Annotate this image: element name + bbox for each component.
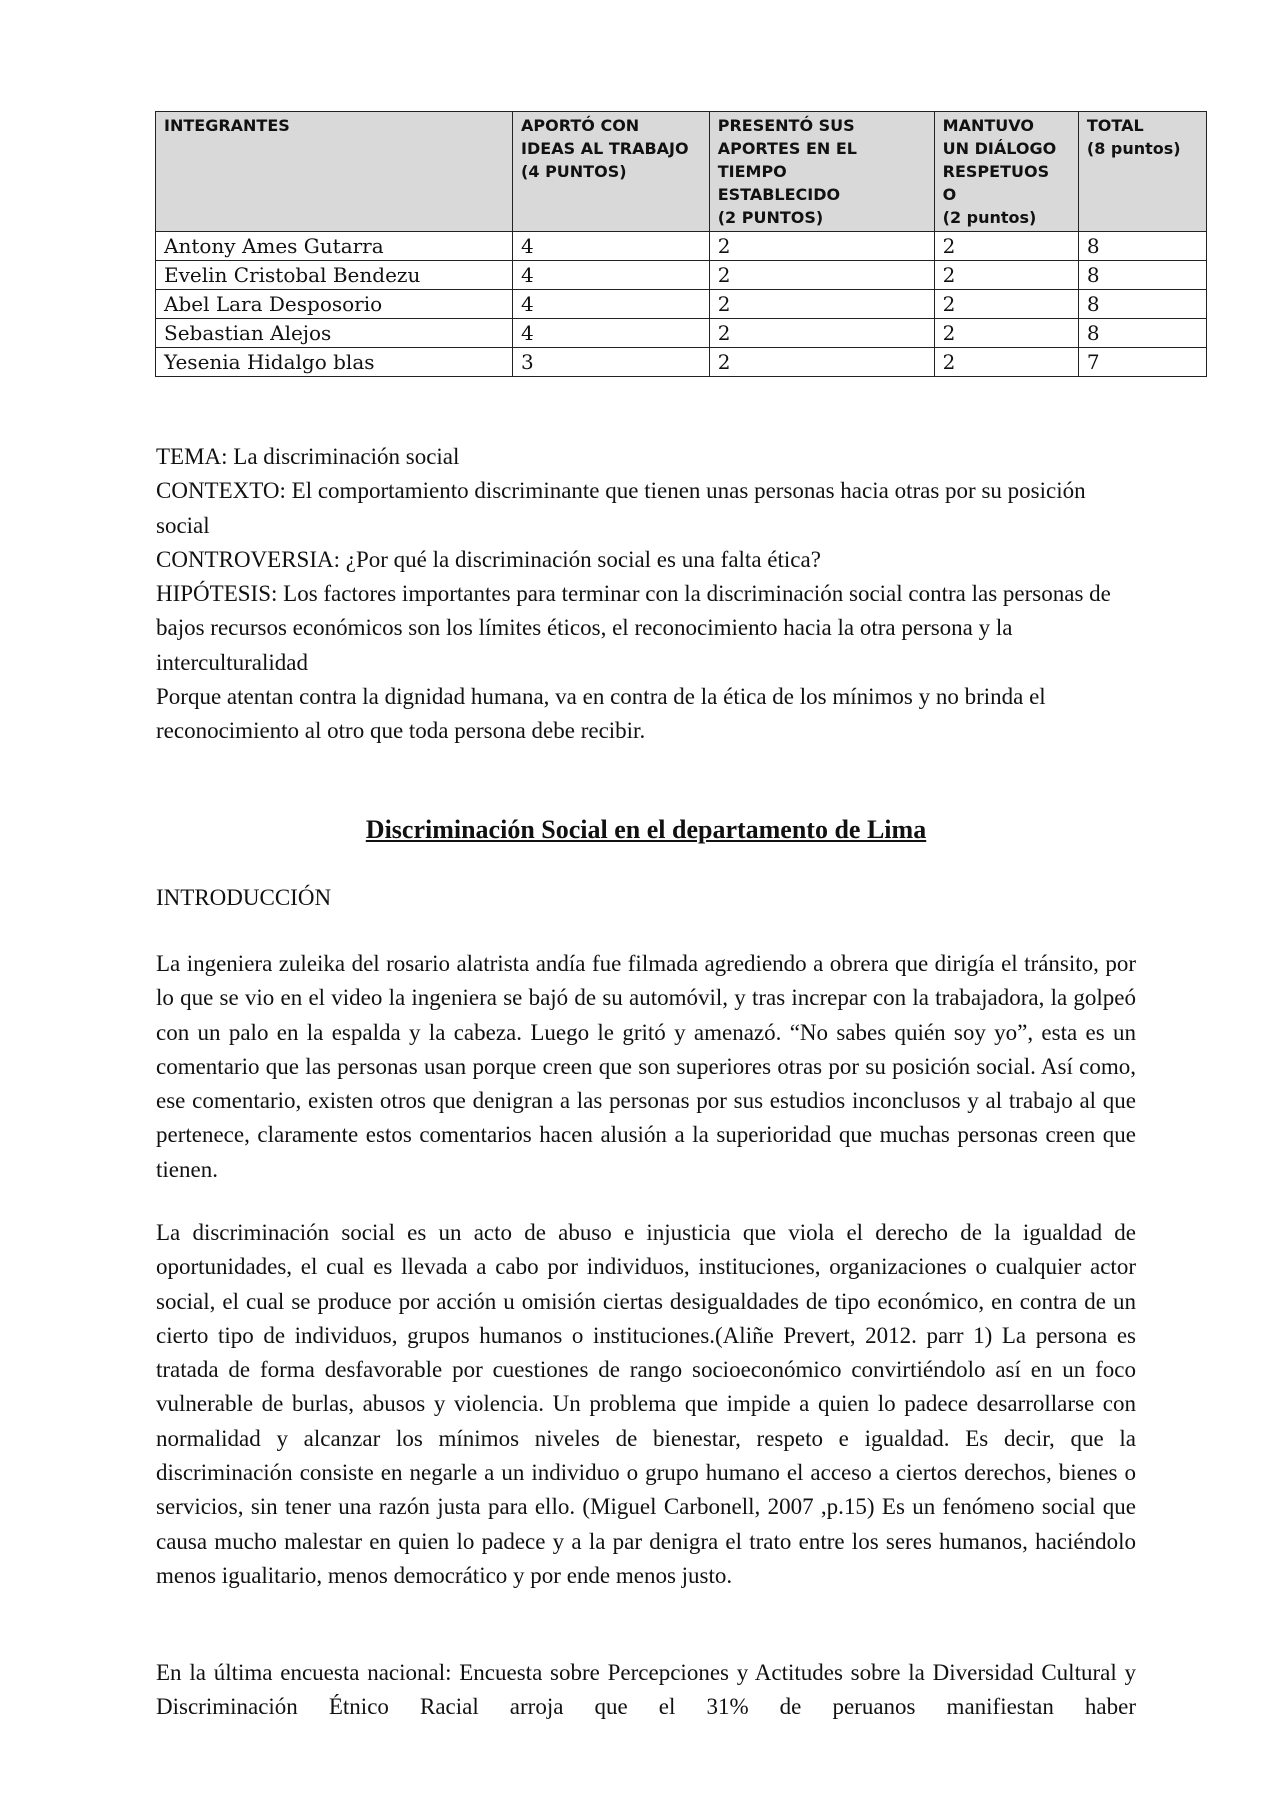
score-dialogo: 2 xyxy=(934,232,1078,261)
table-row xyxy=(156,261,1207,290)
score-ideas: 3 xyxy=(513,348,710,377)
score-dialogo: 2 xyxy=(934,290,1078,319)
score-total: 7 xyxy=(1078,348,1206,377)
table-row xyxy=(156,232,1207,261)
score-total: 8 xyxy=(1078,261,1206,290)
member-name: Evelin Cristobal Bendezu xyxy=(156,261,513,290)
score-ideas: 4 xyxy=(513,232,710,261)
intro-paragraph-3 xyxy=(156,1656,1136,1725)
header-aporto-ideas: APORTÓ CON IDEAS AL TRABAJO (4 PUNTOS) xyxy=(513,112,710,232)
score-dialogo: 2 xyxy=(934,348,1078,377)
header-integrantes: INTEGRANTES xyxy=(156,112,513,232)
controversia-line: CONTROVERSIA: ¿Por qué la discriminación social es una falta ética? xyxy=(156,546,821,572)
tema-line: TEMA: La discriminación social xyxy=(156,444,460,469)
score-ideas: 4 xyxy=(513,290,710,319)
member-name: Sebastian Alejos xyxy=(156,319,513,348)
hipotesis-line: HIPÓTESIS: Los factores importantes para terminar con la discriminación social contra las personas de bajos recursos económicos son los límites éticos, el reconocimiento hacia la otra persona y la interculturalidad xyxy=(156,581,1111,675)
table-row xyxy=(156,290,1207,319)
score-dialogo: 2 xyxy=(934,261,1078,290)
score-ideas: 4 xyxy=(513,261,710,290)
header-dialogo-respetuoso: MANTUVO UN DIÁLOGO RESPETUOS O (2 puntos) xyxy=(934,112,1078,232)
header-presento-aportes: PRESENTÓ SUS APORTES EN EL TIEMPO ESTABLECIDO (2 PUNTOS) xyxy=(709,112,934,232)
header-total: TOTAL (8 puntos) xyxy=(1078,112,1206,232)
table-header-row xyxy=(156,112,1207,232)
paragraph-text: La discriminación social es un acto de abuso e injusticia que viola el derecho de la igualdad de oportunidades, el cual es llevada a cabo por individuos, instituciones, organizaciones o cualquier actor social, el cual se produce por acción u omisión ciertas desigualdades de tipo económico, en contra de un cierto tipo de individuos, grupos humanos o instituciones.(Aliñe Prevert, 2012. parr 1) La persona es tratada de forma desfavorable por cuestiones de rango socioeconómico convirtiéndolo así en un foco vulnerable de burlas, abusos y violencia. Un problema que impide a quien lo padece desarrollarse con normalidad y alcanzar los mínimos niveles de bienestar, respeto e igualdad. Es decir, que la discriminación consiste en negarle a un individuo o grupo humano el acceso a ciertos derechos, bienes o servicios, sin tener una razón justa para ello. (Miguel Carbonell, 2007 ,p.15) Es un fenómeno social que causa mucho malestar en quien lo padece y a la par denigra el trato entre los seres humanos, haciéndolo menos igualitario, menos democrático y por ende menos justo. xyxy=(156,1220,1136,1588)
evaluation-table xyxy=(155,111,1207,377)
table-row xyxy=(156,348,1207,377)
introduction-heading: INTRODUCCIÓN xyxy=(156,885,332,910)
score-dialogo: 2 xyxy=(934,319,1078,348)
paragraph-text: La ingeniera zuleika del rosario alatrista andía fue filmada agrediendo a obrera que dirigía el tránsito, por lo que se vio en el video la ingeniera se bajó de su automóvil, y tras increpar con la trabajadora, la golpeó con un palo en la espalda y la cabeza. Luego le gritó y amenazó. “No sabes quién soy yo”, esta es un comentario que las personas usan porque creen que son superiores otras por su posición social. Así como, ese comentario, existen otros que denigran a las personas por sus estudios inconclusos y al trabajo al que pertenece, claramente estos comentarios hacen alusión a la superioridad que muchas personas creen que tienen. xyxy=(156,951,1136,1182)
topic-summary xyxy=(156,440,1136,749)
member-name: Antony Ames Gutarra xyxy=(156,232,513,261)
score-tiempo: 2 xyxy=(709,348,934,377)
score-tiempo: 2 xyxy=(709,319,934,348)
document-title: Discriminación Social en el departamento de Lima xyxy=(365,815,927,844)
score-tiempo: 2 xyxy=(709,290,934,319)
score-ideas: 4 xyxy=(513,319,710,348)
intro-paragraph-2 xyxy=(156,1216,1136,1593)
contexto-line: CONTEXTO: El comportamiento discriminante que tienen unas personas hacia otras por su posición social xyxy=(156,478,1086,538)
score-total: 8 xyxy=(1078,232,1206,261)
score-total: 8 xyxy=(1078,319,1206,348)
score-tiempo: 2 xyxy=(709,261,934,290)
paragraph-text: En la última encuesta nacional: Encuesta sobre Percepciones y Actitudes sobre la Diversidad Cultural y Discriminación Étnico Racial arroja que el 31% de peruanos manifiestan haber xyxy=(156,1660,1136,1720)
member-name: Abel Lara Desposorio xyxy=(156,290,513,319)
table-row xyxy=(156,319,1207,348)
score-tiempo: 2 xyxy=(709,232,934,261)
score-total: 8 xyxy=(1078,290,1206,319)
justification-line: Porque atentan contra la dignidad humana, va en contra de la ética de los mínimos y no brinda el reconocimiento al otro que toda persona debe recibir. xyxy=(156,684,1046,744)
member-name: Yesenia Hidalgo blas xyxy=(156,348,513,377)
intro-paragraph-1 xyxy=(156,947,1136,1187)
